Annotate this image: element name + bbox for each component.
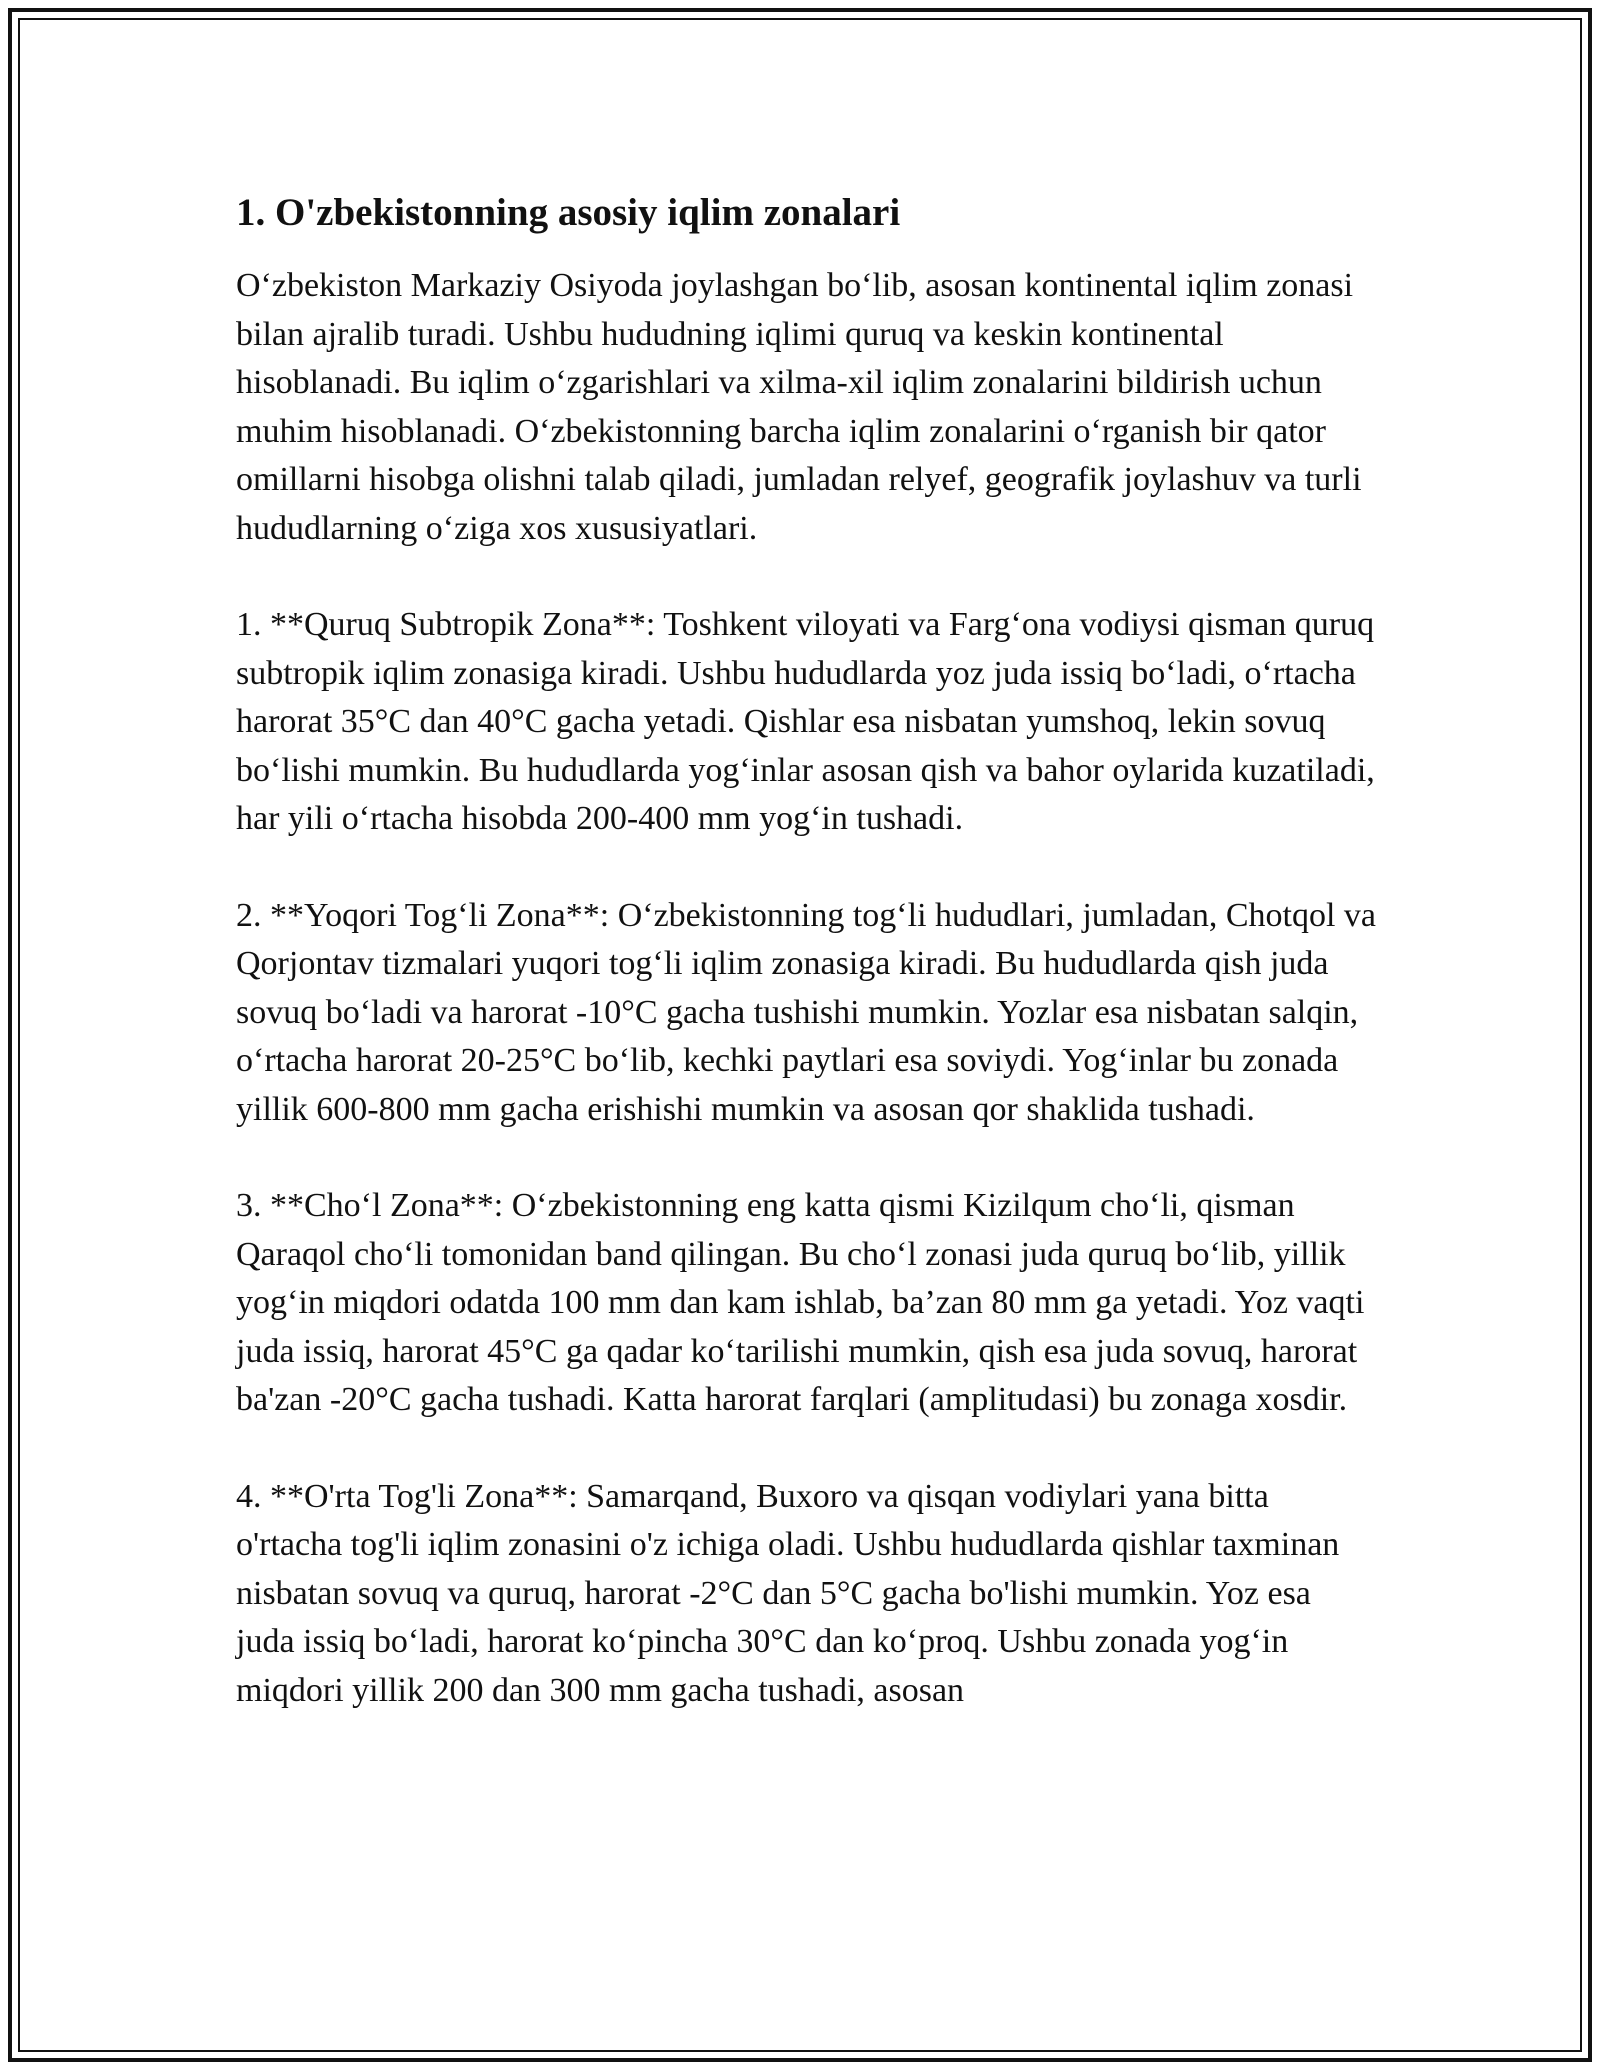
document-title: 1. O'zbekistonning asosiy iqlim zonalari xyxy=(236,191,901,234)
document-body xyxy=(236,184,1376,1763)
paragraph-mid-mountain-zone: 4. **O'rta Tog'li Zona**: Samarqand, Buxoro va qisqan vodiylari yana bitta o'rtacha tog'li iqlim zonasini o'z ichiga oladi. Ushbu hududlarda qishlar taxminan nisbatan sovuq va quruq, harorat -2°C dan 5°C gacha bo'lishi mumkin. Yoz esa juda issiq bo‘ladi, harorat ko‘pincha 30°C dan ko‘proq. Ushbu zonada yog‘in miqdori yillik 200 dan 300 mm gacha tushadi, asosan xyxy=(236,1477,1340,1709)
intro-paragraph: O‘zbekiston Markaziy Osiyoda joylashgan bo‘lib, asosan kontinental iqlim zonasi bilan ajralib turadi. Ushbu hududning iqlimi quruq va keskin kontinental hisoblanadi. Bu iqlim o‘zgarishlari va xilma-xil iqlim zonalarini bildirish uchun muhim hisoblanadi. O‘zbekistonning barcha iqlim zonalarini o‘rganish bir qator omillarni hisobga olishni talab qiladi, jumladan relyef, geografik joylashuv va turli hududlarning o‘ziga xos xususiyatlari. xyxy=(236,267,1362,547)
paragraph-desert-zone: 3. **Cho‘l Zona**: O‘zbekistonning eng katta qismi Kizilqum cho‘li, qisman Qaraqol cho‘li tomonidan band qilingan. Bu cho‘l zonasi juda quruq bo‘lib, yillik yog‘in miqdori odatda 100 mm dan kam ishlab, ba’zan 80 mm ga yetadi. Yoz vaqti juda issiq, harorat 45°C ga qadar ko‘tarilishi mumkin, qish esa juda sovuq, harorat ba'zan -20°C gacha tushadi. Katta harorat farqlari (amplitudasi) bu zonaga xosdir. xyxy=(236,1187,1365,1418)
paragraph-dry-subtropical-zone: 1. **Quruq Subtropik Zona**: Toshkent viloyati va Farg‘ona vodiysi qisman quruq subtropik iqlim zonasiga kiradi. Ushbu hududlarda yoz juda issiq bo‘ladi, o‘rtacha harorat 35°C dan 40°C gacha yetadi. Qishlar esa nisbatan yumshoq, lekin sovuq bo‘lishi mumkin. Bu hududlarda yog‘inlar asosan qish va bahor oylarida kuzatiladi, har yili o‘rtacha hisobda 200-400 mm yog‘in tushadi. xyxy=(236,606,1375,837)
paragraph-high-mountain-zone: 2. **Yoqori Tog‘li Zona**: O‘zbekistonning tog‘li hududlari, jumladan, Chotqol va Qorjontav tizmalari yuqori tog‘li iqlim zonasiga kiradi. Bu hududlarda qish juda sovuq bo‘ladi va harorat -10°C gacha tushishi mumkin. Yozlar esa nisbatan salqin, o‘rtacha harorat 20-25°C bo‘lib, kechki paytlari esa soviydi. Yog‘inlar bu zonada yillik 600-800 mm gacha erishishi mumkin va asosan qor shaklida tushadi. xyxy=(236,896,1376,1128)
